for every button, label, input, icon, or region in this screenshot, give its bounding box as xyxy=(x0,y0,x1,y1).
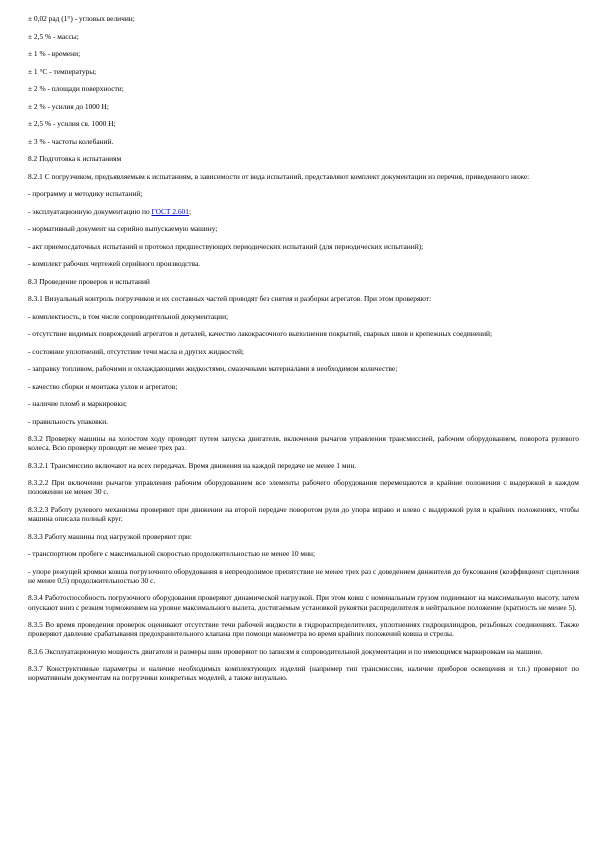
tolerance-time: ± 1 % - времени; xyxy=(28,49,81,58)
list-item-acceptance-act: - акт приемосдаточных испытаний и протокол предшествующих периодических испытаний (для периодических испытаний); xyxy=(28,241,424,251)
list-item-assembly: - качество сборки и монтажа узлов и агрегатов; xyxy=(28,381,178,391)
paragraph-8-3-6: 8.3.6 Эксплуатационную мощность двигателя и размеры шин проверяют по записям в сопроводительной документации и по имеющимся маркировкам на машине. xyxy=(28,646,543,656)
gost-2-601-link[interactable]: ГОСТ 2.601 xyxy=(151,206,189,216)
paragraph-8-3-2: 8.3.2 Проверку машины на холостом ходу проводят путем запуска двигателя, включения рычагов управления трансмиссией, рабочим оборудованием, поворота рулевого колеса. Всю проверку проводят не менее трех раз. xyxy=(28,434,579,453)
list-item-fluids: - заправку топливом, рабочими и охлаждающими жидкостями, смазочными материалами в необходимом количестве; xyxy=(28,364,398,373)
list-item-packaging: - правильность упаковки. xyxy=(28,416,109,426)
list-item-completeness: - комплектность, в том числе сопроводительной документации; xyxy=(28,311,229,321)
paragraph-8-3-2-2: 8.3.2.2 При включении рычагов управления рабочим оборудованием все элементы рабочего оборудования перемещаются в крайние положения с выдержкой в каждом положении не менее 30 с. xyxy=(28,478,579,497)
paragraph-8-3-5: 8.3.5 Во время проведения проверок оценивают отсутствие течи рабочей жидкости в гидрораспределителях, уплотнениях гидроцилиндров, резьбовых соединениях. Также проверяют давление срабатывания предохранительного клапана при помощи манометра во время крайних положений ковша и стрелы. xyxy=(28,620,579,639)
paragraph-8-3-2-1: 8.3.2.1 Трансмиссию включают на всех передачах. Время движения на каждой передаче не менее 1 мин. xyxy=(28,460,357,470)
list-item-normative-doc: - нормативный документ на серийно выпускаемую машину; xyxy=(28,224,218,233)
paragraph-8-2-1: 8.2.1 С погрузчиком, предъявляемым к испытаниям, в зависимости от вида испытаний, представляют комплект документации из перечня, приведенного ниже: xyxy=(28,171,530,181)
paragraph-8-3-1: 8.3.1 Визуальный контроль погрузчиков и их составных частей проводят без снятия и разборки агрегатов. При этом проверяют: xyxy=(28,294,432,303)
list-item-bucket-stop: - упоре режущей кромки ковша погрузочного оборудования в непреодолимое препятствие не менее трех раз с доведением движителя до буксования (коэффициент сцепления не менее 0,5) продолжительностью 30 с. xyxy=(28,566,579,585)
section-heading-8-3: 8.3 Проведение проверок и испытаний xyxy=(28,276,150,286)
paragraph-8-3-3: 8.3.3 Работу машины под нагрузкой проверяют при: xyxy=(28,531,192,541)
list-item-marking: - наличие пломб и маркировки; xyxy=(28,399,127,408)
paragraph-8-3-4: 8.3.4 Работоспособность погрузочного оборудования проверяют динамической нагрузкой. При этом ковш с номинальным грузом поднимают на максимальную высоту, затем опускают вниз с резким торможением на уровне максимального вылета, достигаемым установкой рукоятки распределителя в нейтральное положение (кратность не менее 5). xyxy=(28,593,579,612)
paragraph-8-3-7: 8.3.7 Конструктивные параметры и наличие необходимых комплектующих изделий (например тип трансмиссии, наличие приборов освещения и т.п.) проверяют по нормативным документам на погрузчики конкретных моделей, а также визуально. xyxy=(28,664,579,683)
list-item-damage: - отсутствие видимых повреждений агрегатов и деталей, качество лакокрасочного выполнения покрытий, сварных швов и крепежных соединений; xyxy=(28,329,493,338)
tolerance-force-low: ± 2 % - усилия до 1000 Н; xyxy=(28,101,109,111)
tolerance-angle: ± 0,02 рад (1°) - угловых величин; xyxy=(28,14,135,23)
list-item-transport-run: - транспортном пробеге с максимальной скоростью продолжительностью не менее 10 мин; xyxy=(28,549,316,559)
list-item-operating-docs xyxy=(28,207,579,216)
tolerance-mass: ± 2,5 % - массы; xyxy=(28,31,79,41)
tolerance-frequency: ± 3 % - частоты колебаний. xyxy=(28,136,114,146)
tolerance-area: ± 2 % - площади поверхности; xyxy=(28,84,124,93)
list-item-seals: - состояние уплотнений, отсутствие течи масла и других жидкостей; xyxy=(28,346,244,356)
paragraph-8-3-2-3: 8.3.2.3 Работу рулевого механизма проверяют при движении на второй передаче поворотом руля до упора вправо и влево с выдержкой руля в крайних положениях, чтобы машина описала полный круг. xyxy=(28,504,579,524)
list-item-drawings: - комплект рабочих чертежей серийного производства. xyxy=(28,259,201,268)
list-item-operating-docs-text: - эксплуатационную документацию по xyxy=(28,206,152,216)
list-item-operating-docs-end: ; xyxy=(188,206,192,216)
list-item-program: - программу и методику испытаний; xyxy=(28,189,143,198)
section-heading-8-2: 8.2 Подготовка к испытаниям xyxy=(28,154,122,163)
tolerance-temperature: ± 1 °С - температуры; xyxy=(28,66,97,76)
tolerance-force-high: ± 2,5 % - усилия св. 1000 Н; xyxy=(28,119,116,128)
